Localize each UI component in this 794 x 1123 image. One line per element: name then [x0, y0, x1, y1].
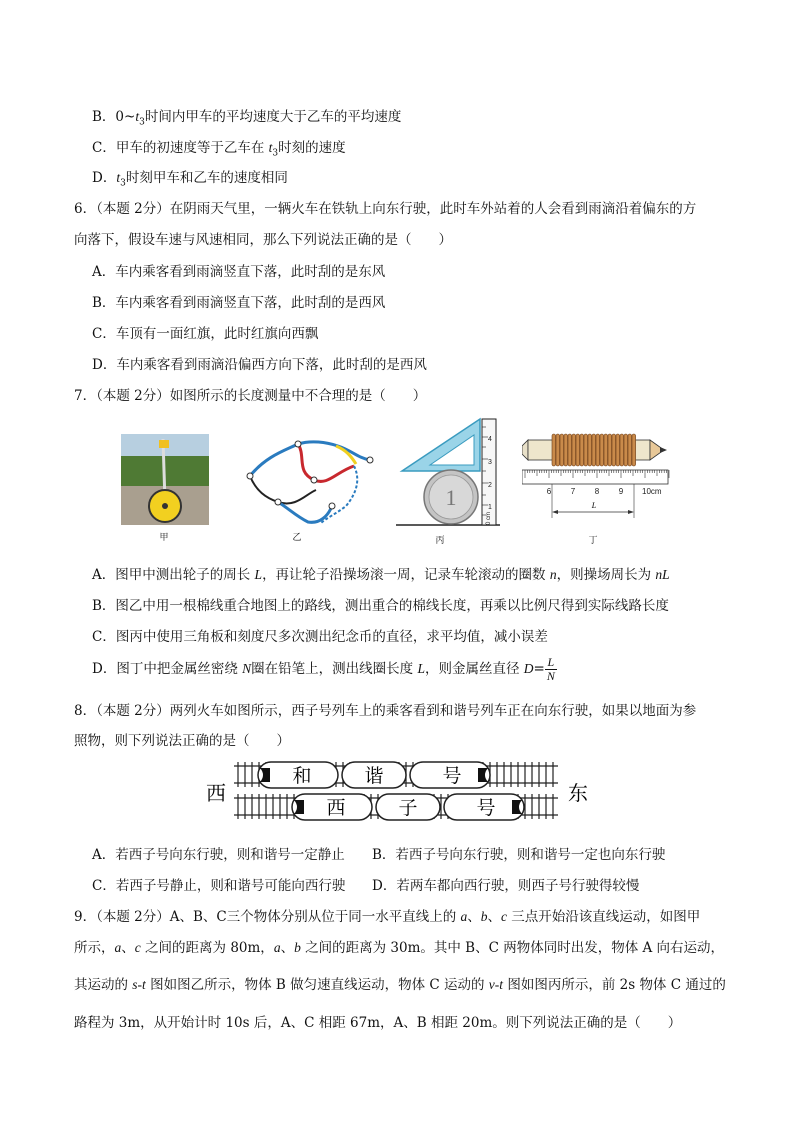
q9-stem-line4: 路程为 3m，从开始计时 10s 后，A、C 相距 67m，A、B 相距 20m。则下列说法正确的是（ ） [74, 1015, 682, 1031]
q7-option-b: B．图乙中用一根棉线重合地图上的路线，测出重合的棉线长度，再乘以比例尺得到实际线路长度 [92, 598, 669, 614]
train-hexie-char: 号 [442, 765, 462, 787]
q6-option-c: C．车顶有一面红旗，此时红旗向西飘 [92, 326, 319, 342]
ruler-length-label: L [591, 501, 597, 510]
q8-option-b: B．若西子号向东行驶，则和谐号一定也向东行驶 [372, 847, 666, 863]
q9-stem-line2: 所示，a、c 之间的距离为 80m，a、b 之间的距离为 30m。其中 B、C 两物体同时出发，物体 A 向右运动， [74, 940, 725, 956]
train-xizi-char: 子 [398, 797, 418, 819]
ruler-tick-label: 9 [618, 487, 624, 496]
q9-stem-line1: 9．（本题 2分）A、B、C三个物体分别从位于同一水平直线上的 a、b、c 三点开始沿该直线运动，如图甲 [74, 909, 701, 925]
q9-stem-line3: 其运动的 s-t 图如图乙所示，物体 B 做匀速直线运动，物体 C 运动的 v-t 图如图丙所示，前 2s 物体 C 通过的 [74, 977, 726, 993]
q6-option-b: B．车内乘客看到雨滴竖直下落，此时刮的是西风 [92, 295, 386, 311]
q8-stem-line2: 照物，则下列说法正确的是（ ） [74, 733, 290, 749]
vertical-ruler-tick: 2 [488, 482, 492, 489]
q6-option-d: D．车内乘客看到雨滴沿偏西方向下落，此时刮的是西风 [92, 357, 427, 373]
coin-value-label: 1 [445, 485, 457, 510]
direction-east-label: 东 [568, 781, 588, 805]
q7-option-a: A．图甲中测出轮子的周长 L，再让轮子沿操场滚一周，记录车轮滚动的圈数 n，则操场周长为 nL [92, 567, 670, 583]
q8-option-a: A．若西子号向东行驶，则和谐号一定静止 [92, 847, 345, 863]
diameter-fraction: $\frac{L}{N}$ [546, 655, 555, 683]
figure-two-trains [200, 756, 596, 826]
ruler-tick-label: 6 [546, 487, 552, 496]
figure-yi-route-map [236, 436, 376, 528]
q7-option-d: D．图丁中把金属丝密绕 N圈在铅笔上，测出线圈长度 L，则金属丝直径 D= $\frac{L}{N}$ [92, 655, 555, 683]
train-xizi-char: 号 [476, 797, 496, 819]
figure-jia-wheel-photo [121, 434, 209, 525]
vertical-ruler-tick: 3 [488, 459, 492, 466]
q6-stem-line1: 6．（本题 2分）在阴雨天气里，一辆火车在铁轨上向东行驶，此时车外站着的人会看到雨滴沿着偏东的方 [74, 201, 697, 217]
ruler-tick-label: 8 [594, 487, 600, 496]
q5-option-b: B．$0\sim t_3$时间内甲车的平均速度大于乙车的平均速度 [92, 109, 402, 128]
figure-bing-caption: 丙 [435, 536, 445, 546]
q5-option-d: D．$t_3$时刻甲车和乙车的速度相同 [92, 170, 288, 189]
q8-option-d: D．若两车都向西行驶，则西子号行驶得较慢 [372, 878, 640, 894]
figure-bing-triangle-coin [396, 417, 500, 527]
q6-stem-line2: 向落下，假设车速与风速相同，那么下列说法正确的是（ ） [74, 232, 452, 248]
ruler-tick-label: 7 [570, 487, 576, 496]
figure-jia-caption: 甲 [159, 533, 169, 543]
direction-west-label: 西 [206, 781, 226, 805]
ruler-tick-label: 10cm [642, 487, 662, 496]
vertical-ruler-tick: 0 cm [486, 511, 492, 525]
coil-wire-turns [552, 434, 636, 466]
q8-option-c: C．若西子号静止，则和谐号可能向西行驶 [92, 878, 346, 894]
vertical-ruler-tick: 1 [488, 504, 492, 511]
train-xizi-char: 西 [326, 797, 346, 819]
q7-option-c: C．图丙中使用三角板和刻度尺多次测出纪念币的直径，求平均值，减小误差 [92, 629, 548, 645]
q8-stem-line1: 8．（本题 2分）两列火车如图所示，西子号列车上的乘客看到和谐号列车正在向东行驶，如果以地面为参 [74, 703, 697, 719]
q5-option-c: C．甲车的初速度等于乙车在 $t_3$时刻的速度 [92, 140, 346, 159]
figure-ding-caption: 丁 [588, 536, 598, 546]
vertical-ruler-tick: 4 [488, 436, 492, 443]
q6-option-a: A．车内乘客看到雨滴竖直下落，此时刮的是东风 [92, 264, 386, 280]
q7-stem: 7．（本题 2分）如图所示的长度测量中不合理的是（ ） [74, 388, 427, 404]
train-hexie-char: 和 [292, 765, 312, 787]
train-hexie-char: 谐 [364, 765, 384, 787]
figure-yi-caption: 乙 [292, 533, 302, 543]
figure-ding-coil-pencil [522, 420, 672, 528]
